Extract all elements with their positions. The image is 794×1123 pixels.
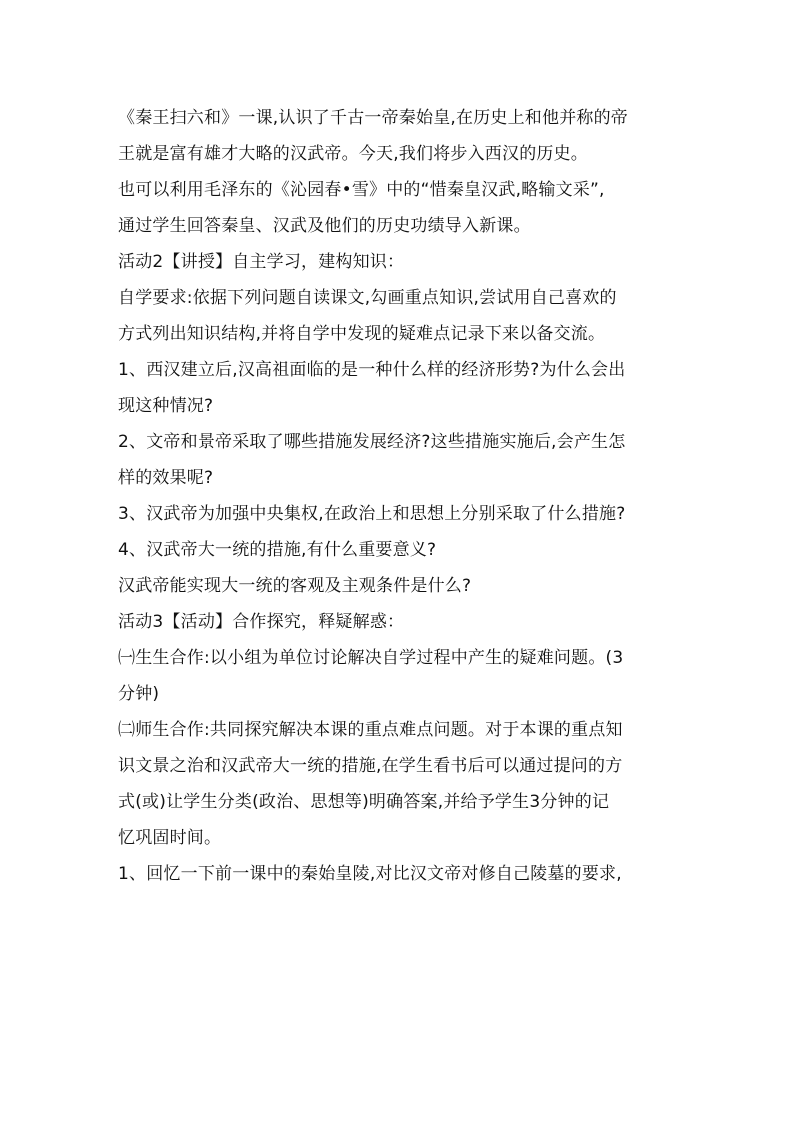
text-line: 通过学生回答秦皇、汉武及他们的历史功绩导入新课。	[118, 216, 531, 236]
text-line: 忆巩固时间。	[118, 828, 222, 848]
document-body	[118, 100, 678, 892]
section-heading: 活动2【讲授】自主学习，建构知识：	[118, 252, 405, 272]
text-line: 《秦王扫六和》一课,认识了千古一帝秦始皇,在历史上和他并称的帝	[118, 108, 629, 128]
question-line: 样的效果呢?	[118, 468, 214, 488]
question-line: 4、汉武帝大一统的措施,有什么重要意义?	[118, 540, 437, 560]
text-line: 王就是富有雄才大略的汉武帝。今天,我们将步入西汉的历史。	[118, 144, 589, 164]
question-line: 1、西汉建立后,汉高祖面临的是一种什么样的经济形势?为什么会出	[118, 360, 626, 380]
text-line: 识文景之治和汉武帝大一统的措施,在学生看书后可以通过提问的方	[118, 756, 623, 776]
text-line: ㈡师生合作:共同探究解决本课的重点难点问题。对于本课的重点知	[118, 720, 623, 740]
question-line: 2、文帝和景帝采取了哪些措施发展经济?这些措施实施后,会产生怎	[118, 432, 626, 452]
text-line: 汉武帝能实现大一统的客观及主观条件是什么?	[118, 576, 472, 596]
text-line: ㈠生生合作:以小组为单位讨论解决自学过程中产生的疑难问题。(3	[118, 648, 624, 668]
text-line: 分钟)	[118, 684, 160, 704]
text-line: 也可以利用毛泽东的《沁园春•雪》中的“惜秦皇汉武,略输文采”,	[118, 180, 605, 200]
question-line: 3、汉武帝为加强中央集权,在政治上和思想上分别采取了什么措施?	[118, 504, 626, 524]
text-line: 式(或)让学生分类(政治、思想等)明确答案,并给予学生3分钟的记	[118, 792, 610, 812]
question-line: 现这种情况?	[118, 396, 214, 416]
section-heading: 活动3【活动】合作探究，释疑解惑：	[118, 612, 405, 632]
text-line: 1、回忆一下前一课中的秦始皇陵,对比汉文帝对修自己陵墓的要求,	[118, 864, 622, 884]
text-line: 自学要求:依据下列问题自读课文,勾画重点知识,尝试用自己喜欢的	[118, 288, 617, 308]
text-line: 方式列出知识结构,并将自学中发现的疑难点记录下来以备交流。	[118, 324, 606, 344]
